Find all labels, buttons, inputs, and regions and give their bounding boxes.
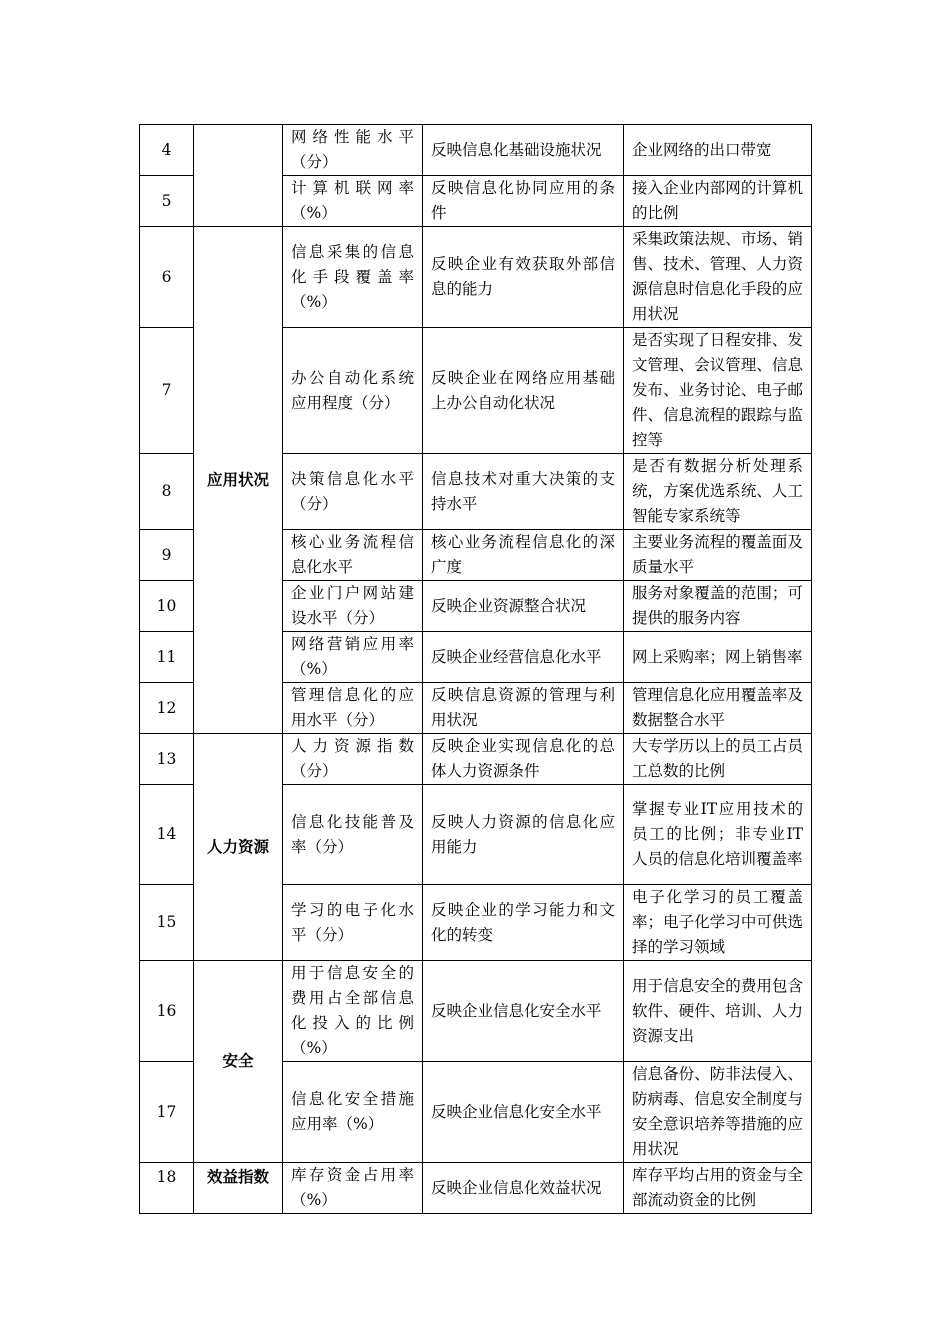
indicator-name: 库存资金占用率（%） bbox=[283, 1163, 423, 1214]
indicator-description: 主要业务流程的覆盖面及质量水平 bbox=[624, 530, 812, 581]
category-application-status: 应用状况 bbox=[194, 227, 283, 734]
category-human-resources: 人力资源 bbox=[194, 734, 283, 961]
indicator-name: 信息化安全措施应用率（%） bbox=[283, 1062, 423, 1163]
table-row bbox=[140, 1163, 812, 1214]
indicator-meaning: 反映企业资源整合状况 bbox=[423, 581, 624, 632]
indicator-meaning: 反映企业在网络应用基础上办公自动化状况 bbox=[423, 328, 624, 454]
indicator-description: 管理信息化应用覆盖率及数据整合水平 bbox=[624, 683, 812, 734]
indicator-name: 学习的电子化水平（分） bbox=[283, 885, 423, 961]
table-row bbox=[140, 961, 812, 1062]
indicator-name: 网络营销应用率（%） bbox=[283, 632, 423, 683]
indicator-meaning: 信息技术对重大决策的支持水平 bbox=[423, 454, 624, 530]
row-number: 4 bbox=[140, 125, 194, 176]
indicator-description: 采集政策法规、市场、销售、技术、管理、人力资源信息时信息化手段的应用状况 bbox=[624, 227, 812, 328]
indicator-description: 是否有数据分析处理系统，方案优选系统、人工智能专家系统等 bbox=[624, 454, 812, 530]
indicator-name: 用于信息安全的费用占全部信息化投入的比例（%） bbox=[283, 961, 423, 1062]
indicator-description: 电子化学习的员工覆盖率；电子化学习中可供选择的学习领域 bbox=[624, 885, 812, 961]
row-number: 18 bbox=[140, 1163, 194, 1214]
row-number: 12 bbox=[140, 683, 194, 734]
indicator-meaning: 反映信息化基础设施状况 bbox=[423, 125, 624, 176]
indicator-name: 核心业务流程信息化水平 bbox=[283, 530, 423, 581]
indicator-description: 接入企业内部网的计算机的比例 bbox=[624, 176, 812, 227]
indicator-meaning: 反映信息化协同应用的条件 bbox=[423, 176, 624, 227]
row-number: 10 bbox=[140, 581, 194, 632]
row-number: 14 bbox=[140, 785, 194, 885]
indicator-meaning: 反映企业有效获取外部信息的能力 bbox=[423, 227, 624, 328]
indicator-name: 网络性能水平（分） bbox=[283, 125, 423, 176]
indicator-description: 掌握专业IT应用技术的员工的比例；非专业IT人员的信息化培训覆盖率 bbox=[624, 785, 812, 885]
indicator-meaning: 反映企业信息化效益状况 bbox=[423, 1163, 624, 1214]
row-number: 17 bbox=[140, 1062, 194, 1163]
indicator-name: 决策信息化水平（分） bbox=[283, 454, 423, 530]
indicator-name: 管理信息化的应用水平（分） bbox=[283, 683, 423, 734]
indicator-meaning: 反映信息资源的管理与利用状况 bbox=[423, 683, 624, 734]
indicator-meaning: 反映企业实现信息化的总体人力资源条件 bbox=[423, 734, 624, 785]
indicator-description: 库存平均占用的资金与全部流动资金的比例 bbox=[624, 1163, 812, 1214]
row-number: 7 bbox=[140, 328, 194, 454]
indicator-meaning: 反映企业信息化安全水平 bbox=[423, 1062, 624, 1163]
indicator-name: 人力资源指数（分） bbox=[283, 734, 423, 785]
indicator-name: 企业门户网站建设水平（分） bbox=[283, 581, 423, 632]
indicator-description: 企业网络的出口带宽 bbox=[624, 125, 812, 176]
row-number: 11 bbox=[140, 632, 194, 683]
row-number: 8 bbox=[140, 454, 194, 530]
indicator-description: 服务对象覆盖的范围；可提供的服务内容 bbox=[624, 581, 812, 632]
row-number: 15 bbox=[140, 885, 194, 961]
row-number: 16 bbox=[140, 961, 194, 1062]
indicator-description: 用于信息安全的费用包含软件、硬件、培训、人力资源支出 bbox=[624, 961, 812, 1062]
indicator-table bbox=[139, 124, 812, 1214]
indicator-meaning: 核心业务流程信息化的深广度 bbox=[423, 530, 624, 581]
row-number: 13 bbox=[140, 734, 194, 785]
indicator-meaning: 反映企业信息化安全水平 bbox=[423, 961, 624, 1062]
indicator-description: 网上采购率；网上销售率 bbox=[624, 632, 812, 683]
category-security: 安全 bbox=[194, 961, 283, 1163]
indicator-description: 大专学历以上的员工占员工总数的比例 bbox=[624, 734, 812, 785]
indicator-meaning: 反映企业经营信息化水平 bbox=[423, 632, 624, 683]
indicator-meaning: 反映企业的学习能力和文化的转变 bbox=[423, 885, 624, 961]
category-cell-infrastructure bbox=[194, 125, 283, 227]
indicator-meaning: 反映人力资源的信息化应用能力 bbox=[423, 785, 624, 885]
row-number: 6 bbox=[140, 227, 194, 328]
indicator-name: 办公自动化系统应用程度（分） bbox=[283, 328, 423, 454]
indicator-name: 信息采集的信息化手段覆盖率（%） bbox=[283, 227, 423, 328]
indicator-description: 是否实现了日程安排、发文管理、会议管理、信息发布、业务讨论、电子邮件、信息流程的跟踪与监控等 bbox=[624, 328, 812, 454]
category-benefit-index: 效益指数 bbox=[194, 1163, 283, 1214]
table-row bbox=[140, 125, 812, 176]
row-number: 9 bbox=[140, 530, 194, 581]
indicator-description: 信息备份、防非法侵入、防病毒、信息安全制度与安全意识培养等措施的应用状况 bbox=[624, 1062, 812, 1163]
table-row bbox=[140, 227, 812, 328]
indicator-name: 信息化技能普及率（分） bbox=[283, 785, 423, 885]
row-number: 5 bbox=[140, 176, 194, 227]
table-row bbox=[140, 734, 812, 785]
indicator-name: 计算机联网率（%） bbox=[283, 176, 423, 227]
